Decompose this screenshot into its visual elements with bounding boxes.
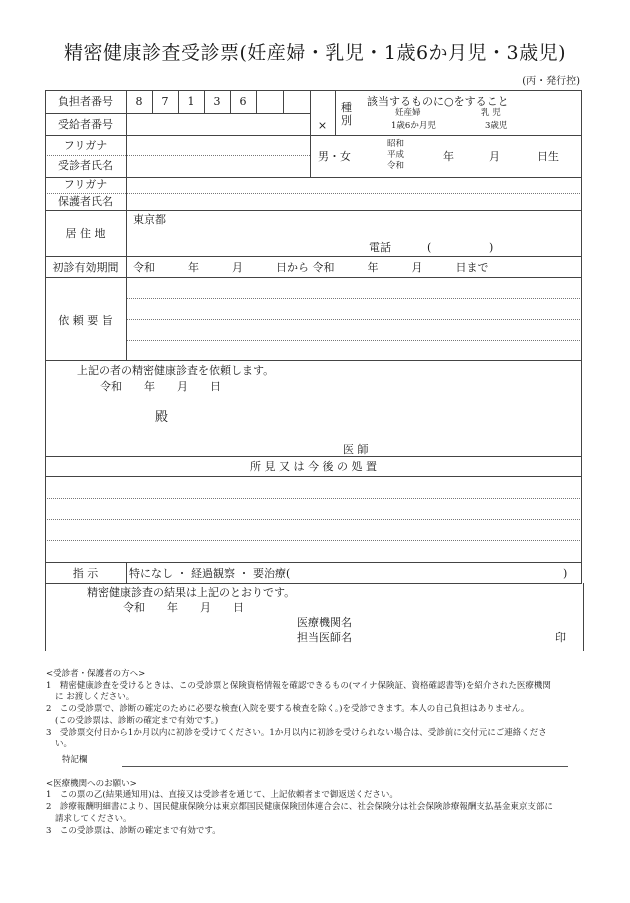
border-right-bottom [583, 583, 584, 651]
doctor-label: 医 師 [343, 443, 369, 456]
furigana-label: フリガナ [63, 139, 108, 152]
rule [45, 583, 582, 584]
address-value[interactable]: 東京都 [133, 213, 166, 226]
era-reiwa[interactable]: 令和 [387, 161, 405, 171]
recipient-mark: × [317, 119, 328, 132]
guardian-furigana-label: フリガナ [63, 178, 108, 191]
category-instruction: 該当するものに○をすること [367, 95, 509, 108]
form-title: 精密健康診査受診票(妊産婦・乳児・1歳6か月児・3歳児) [63, 42, 567, 64]
addressee-mark: 殿 [155, 410, 169, 425]
payer-number-label: 負担者番号 [58, 95, 113, 108]
phone-paren-close: ) [489, 241, 494, 254]
notes-section [46, 669, 586, 837]
remarks-line[interactable] [122, 758, 568, 767]
direction-options[interactable]: 特になし ・ 経過観察 ・ 要治療( [129, 567, 291, 580]
patient-name-label: 受診者氏名 [58, 159, 113, 172]
payer-digit: 8 [135, 95, 143, 108]
dotted-rule [45, 498, 582, 499]
rule [45, 476, 582, 477]
dotted-rule [45, 519, 582, 520]
copy-mark: (丙・発行控) [522, 76, 580, 87]
dotted-rule [45, 155, 310, 156]
dotted-rule [45, 540, 582, 541]
era-showa[interactable]: 昭和 [387, 139, 405, 149]
sex-options[interactable]: 男・女 [318, 150, 351, 163]
phone-label: 電話 [369, 241, 391, 254]
category-divider [335, 90, 336, 135]
address-label: 居 住 地 [65, 227, 106, 240]
rule [45, 456, 582, 457]
findings-header: 所 見 又 は 今 後 の 処 置 [250, 460, 377, 473]
medical-note: 3 この受診票は、診断の確定まで有効です。 [46, 825, 221, 836]
result-statement: 精密健康診査の結果は上記のとおりです。 [87, 586, 296, 599]
request-statement: 上記の者の精密健康診査を依頼します。 [77, 364, 275, 377]
remarks-label: 特記欄 [62, 755, 88, 766]
category-option-infant[interactable]: 乳 児 [481, 108, 501, 118]
remarks-row [46, 755, 586, 767]
valid-period-label: 初診有効期間 [52, 261, 119, 274]
institution-label: 医療機関名 [297, 616, 352, 629]
birth-month-unit: 月 [489, 150, 500, 163]
border-right [581, 90, 582, 583]
patient-note: に お渡しください。 [55, 692, 135, 703]
rule [45, 360, 582, 361]
patient-note: 2 この受診票で、診断の確定のために必要な検査(入院を要する検査を除く。)を受診できます。本人の自己負担はありません。 [46, 704, 530, 715]
seal-mark: 印 [555, 631, 566, 644]
medical-note: 1 この票の乙(結果通知用)は、直接又は受診者を通じて、上記依頼者まで御返送ください。 [46, 790, 398, 801]
category-option-3-year[interactable]: 3歳児 [485, 121, 508, 131]
rule [45, 113, 310, 114]
valid-period-text: 令和 年 月 日から 令和 年 月 日まで [133, 261, 489, 274]
patient-notes-header: <受診者・保護者の方へ> [46, 669, 146, 679]
digit-divider [283, 90, 284, 113]
dotted-rule [126, 319, 582, 320]
physician-label: 担当医師名 [297, 631, 352, 644]
direction-label: 指 示 [72, 567, 99, 580]
phone-paren-open: ( [427, 241, 432, 254]
dotted-rule [126, 298, 582, 299]
request-label: 依 頼 要 旨 [58, 314, 113, 327]
medical-note: 2 診療報酬明細書により、国民健康保険分は東京都国民健康保険団体連合会に、社会保険分は社会保険診療報酬支払基金東京支部に [46, 802, 553, 813]
dotted-rule [126, 340, 582, 341]
guardian-name-label: 保護者氏名 [58, 195, 113, 208]
patient-note: (この受診票は、診断の確定まで有効です。) [55, 715, 219, 726]
result-date: 令和 年 月 日 [123, 601, 244, 614]
direction-close: ) [563, 567, 568, 580]
birth-day-unit: 日生 [537, 150, 559, 163]
patient-note: 3 受診票交付日から1か月以内に初診を受けてください。1か月以内に初診を受けられない場合は、受診前に交付元にご連絡くださ [46, 727, 547, 738]
payer-digit: 7 [161, 95, 169, 108]
digit-divider [310, 90, 311, 177]
recipient-number-label: 受給者番号 [58, 118, 113, 131]
border-left [45, 90, 46, 651]
digit-divider [256, 90, 257, 113]
payer-digit: 1 [187, 95, 195, 108]
exam-form [45, 90, 582, 651]
label-divider [126, 562, 127, 583]
label-divider [126, 90, 127, 360]
payer-digit: 6 [239, 95, 247, 108]
era-heisei[interactable]: 平成 [387, 150, 405, 160]
medical-note: 請求してください。 [55, 813, 132, 824]
patient-note: い。 [55, 739, 73, 750]
payer-digit: 3 [213, 95, 221, 108]
category-label: 種別 [341, 101, 352, 127]
request-date: 令和 年 月 日 [100, 380, 221, 393]
category-option-pregnant[interactable]: 妊産婦 [395, 108, 421, 118]
category-option-18-month[interactable]: 1歳6か月児 [391, 121, 436, 131]
patient-note: 1 精密健康診査を受けるときは、この受診票と保険資格情報を確認できるもの(マイナ保険証、資格確認書等)を紹介された医療機関 [46, 680, 551, 691]
birth-year-unit: 年 [443, 150, 454, 163]
medical-notes-header: <医療機関へのお願い> [46, 778, 137, 789]
